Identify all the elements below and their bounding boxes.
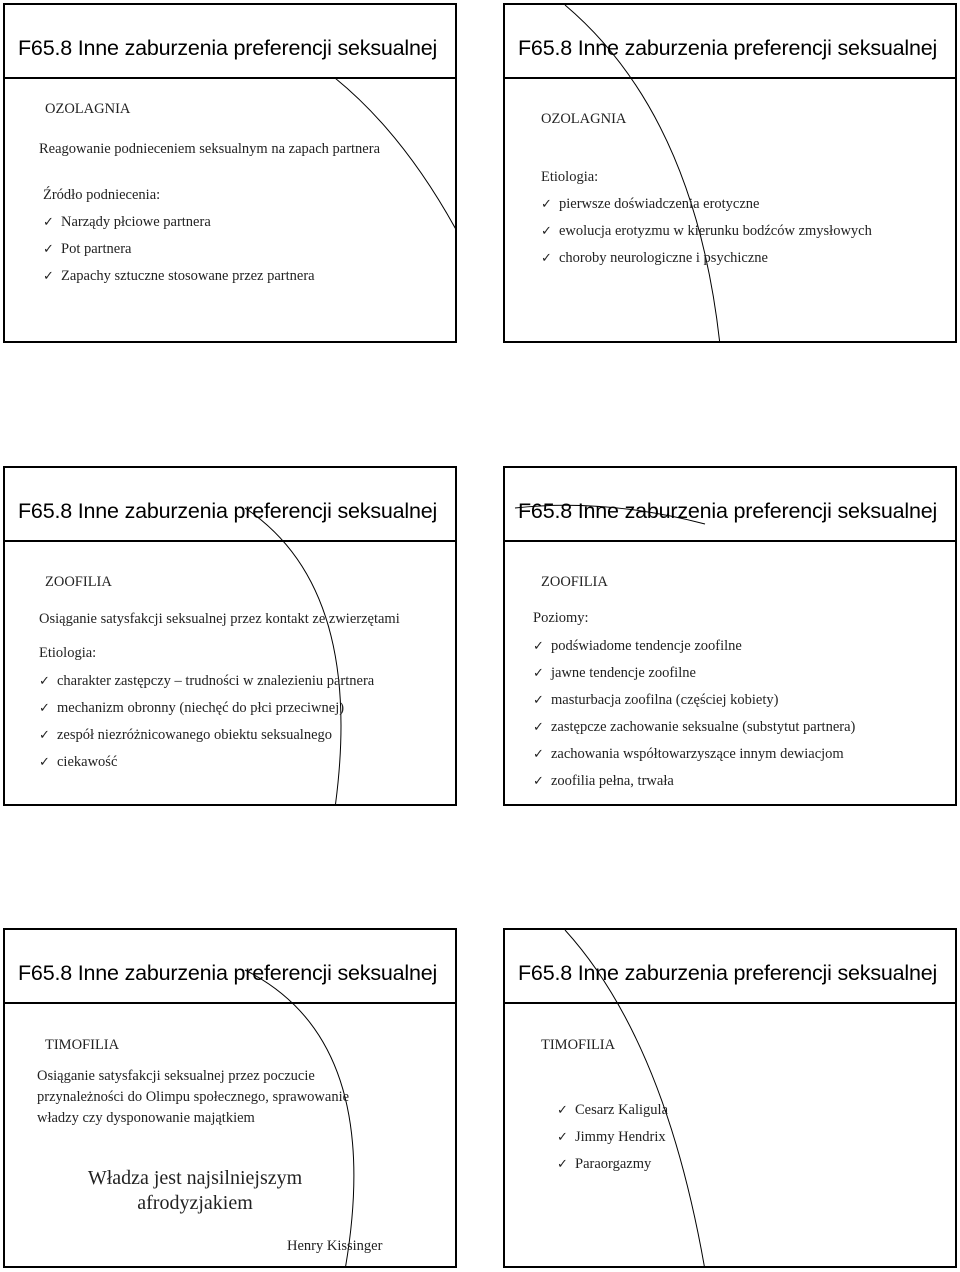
source-label: Źródło podniecenia: xyxy=(43,187,161,203)
list-item: ✓ Pot partnera xyxy=(43,241,132,257)
definition-line: władzy czy dysponowanie majątkiem xyxy=(37,1110,255,1126)
list-item: ✓ zastępcze zachowanie seksualne (substytut partnera) xyxy=(533,719,856,735)
list-item: ✓ Zapachy sztuczne stosowane przez partnera xyxy=(43,268,315,284)
check-icon: ✓ xyxy=(43,241,54,256)
check-icon: ✓ xyxy=(557,1129,568,1144)
slide-definition: Reagowanie podnieceniem seksualnym na zapach partnera xyxy=(39,141,381,157)
check-icon: ✓ xyxy=(533,773,544,788)
quote-line: afrodyzjakiem xyxy=(137,1192,253,1214)
check-icon: ✓ xyxy=(533,746,544,761)
quote-author: Henry Kissinger xyxy=(287,1238,383,1254)
check-icon: ✓ xyxy=(541,223,552,238)
slide-heading: OZOLAGNIA xyxy=(45,101,131,117)
slide-title: F65.8 Inne zaburzenia preferencji seksualnej xyxy=(5,930,455,1004)
slide-2 xyxy=(503,3,957,343)
slide-title: F65.8 Inne zaburzenia preferencji seksualnej xyxy=(505,5,955,79)
check-icon: ✓ xyxy=(533,692,544,707)
slide-title: F65.8 Inne zaburzenia preferencji seksualnej xyxy=(5,5,455,79)
list-item: ✓ pierwsze doświadczenia erotyczne xyxy=(541,196,760,212)
check-icon: ✓ xyxy=(43,268,54,283)
definition-line: przynależności do Olimpu społecznego, sprawowanie xyxy=(37,1089,350,1105)
check-icon: ✓ xyxy=(39,673,50,688)
list-item: ✓ ciekawość xyxy=(39,754,118,770)
slide-title: F65.8 Inne zaburzenia preferencji seksualnej xyxy=(5,468,455,542)
check-icon: ✓ xyxy=(557,1156,568,1171)
slide-heading: TIMOFILIA xyxy=(45,1037,120,1053)
list-item: ✓ Jimmy Hendrix xyxy=(557,1129,666,1145)
check-icon: ✓ xyxy=(533,665,544,680)
check-icon: ✓ xyxy=(541,250,552,265)
slide-heading: OZOLAGNIA xyxy=(541,111,627,127)
check-icon: ✓ xyxy=(557,1102,568,1117)
check-icon: ✓ xyxy=(541,196,552,211)
list-item: ✓ mechanizm obronny (niechęć do płci przeciwnej) xyxy=(39,700,345,716)
list-item: ✓ podświadome tendencje zoofilne xyxy=(533,638,742,654)
slide-1 xyxy=(3,3,457,343)
list-item: ✓ Cesarz Kaligula xyxy=(557,1102,669,1118)
slide-title: F65.8 Inne zaburzenia preferencji seksualnej xyxy=(505,468,955,542)
list-item: ✓ zachowania współtowarzyszące innym dewiacjom xyxy=(533,746,844,762)
slide-6 xyxy=(503,928,957,1268)
list-item: ✓ jawne tendencje zoofilne xyxy=(533,665,696,681)
etiology-label: Etiologia: xyxy=(39,645,97,661)
check-icon: ✓ xyxy=(39,727,50,742)
levels-label: Poziomy: xyxy=(533,610,589,626)
list-item: ✓ charakter zastępczy – trudności w znalezieniu partnera xyxy=(39,673,375,689)
check-icon: ✓ xyxy=(533,719,544,734)
slide-heading: ZOOFILIA xyxy=(45,574,112,590)
slide-5 xyxy=(3,928,457,1268)
list-item: ✓ ewolucja erotyzmu w kierunku bodźców zmysłowych xyxy=(541,223,872,239)
definition-line: Osiąganie satysfakcji seksualnej przez poczucie xyxy=(37,1068,315,1084)
list-item: ✓ Paraorgazmy xyxy=(557,1156,652,1172)
quote-line: Władza jest najsilniejszym xyxy=(87,1167,303,1189)
list-item: ✓ choroby neurologiczne i psychiczne xyxy=(541,250,768,266)
slide-heading: TIMOFILIA xyxy=(541,1037,616,1053)
check-icon: ✓ xyxy=(43,214,54,229)
list-item: ✓ zespół niezróżnicowanego obiektu seksualnego xyxy=(39,727,333,743)
slide-definition: Osiąganie satysfakcji seksualnej przez kontakt ze zwierzętami xyxy=(39,611,400,627)
etiology-label: Etiologia: xyxy=(541,169,599,185)
list-item: ✓ Narządy płciowe partnera xyxy=(43,214,211,230)
slide-3 xyxy=(3,466,457,806)
slide-title: F65.8 Inne zaburzenia preferencji seksualnej xyxy=(505,930,955,1004)
quote xyxy=(65,1166,325,1216)
slide-4 xyxy=(503,466,957,806)
check-icon: ✓ xyxy=(39,754,50,769)
list-item: ✓ zoofilia pełna, trwała xyxy=(533,773,674,789)
check-icon: ✓ xyxy=(39,700,50,715)
check-icon: ✓ xyxy=(533,638,544,653)
slide-heading: ZOOFILIA xyxy=(541,574,608,590)
list-item: ✓ masturbacja zoofilna (częściej kobiety) xyxy=(533,692,779,708)
